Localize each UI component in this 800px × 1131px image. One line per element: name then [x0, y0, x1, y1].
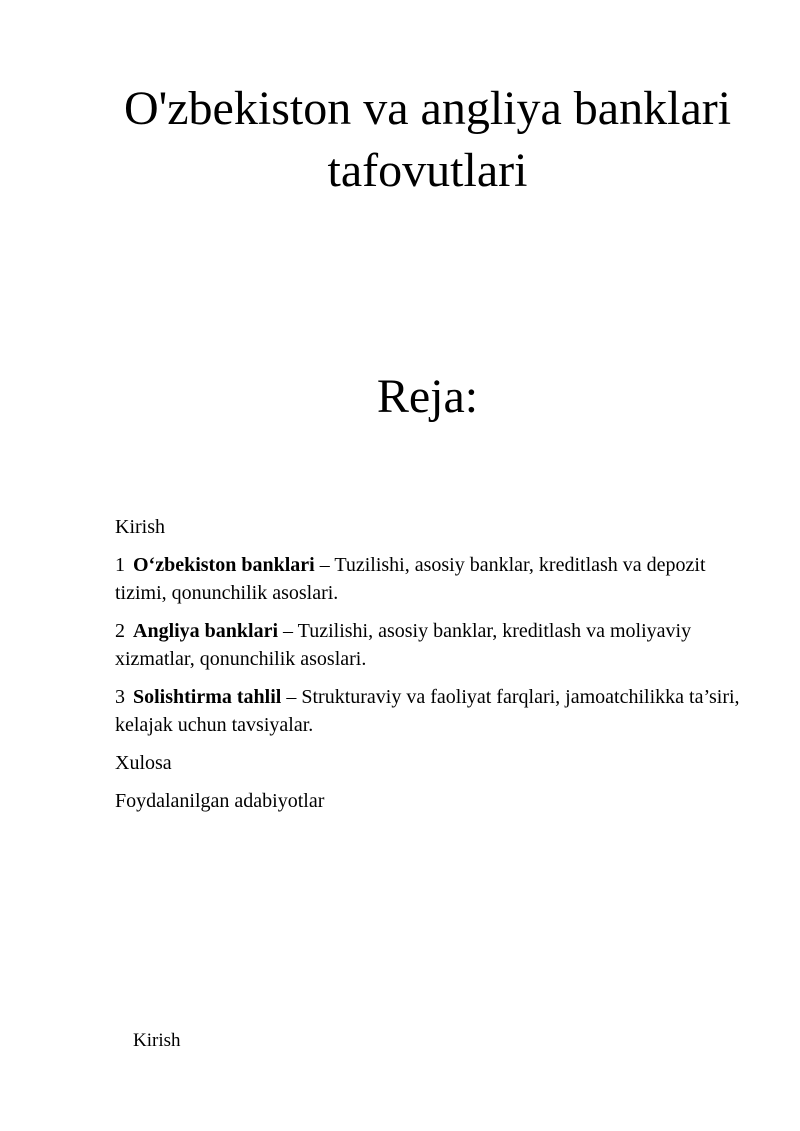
plan-heading: Reja:: [376, 370, 479, 423]
table-of-contents: [115, 513, 745, 825]
toc-item-description: – Strukturaviy va faoliyat farqlari, jamoatchilikka ta’siri, kelajak uchun tavsiyalar.: [115, 686, 740, 736]
toc-item-term: Angliya banklari: [133, 620, 279, 642]
toc-item-description: – Tuzilishi, asosiy banklar, kreditlash va moliyaviy xizmatlar, qonunchilik asoslari.: [115, 620, 692, 670]
toc-item-number: 3: [115, 686, 125, 708]
toc-conclusion: Xulosa: [115, 752, 172, 774]
toc-item-number: 1: [115, 554, 125, 576]
toc-item-2: [115, 617, 745, 673]
toc-item-3: [115, 683, 745, 739]
toc-item-number: 2: [115, 620, 125, 642]
toc-intro: Kirish: [115, 516, 165, 538]
document-title: O'zbekiston va angliya banklari tafovutlari: [123, 82, 732, 197]
toc-references: Foydalanilgan adabiyotlar: [115, 790, 325, 812]
toc-item-term: O‘zbekiston banklari: [133, 554, 315, 576]
toc-item-1: [115, 551, 745, 607]
next-section-heading: Kirish: [133, 1030, 181, 1051]
toc-item-description: – Tuzilishi, asosiy banklar, kreditlash va depozit tizimi, qonunchilik asoslari.: [115, 554, 706, 604]
toc-item-term: Solishtirma tahlil: [133, 686, 282, 708]
